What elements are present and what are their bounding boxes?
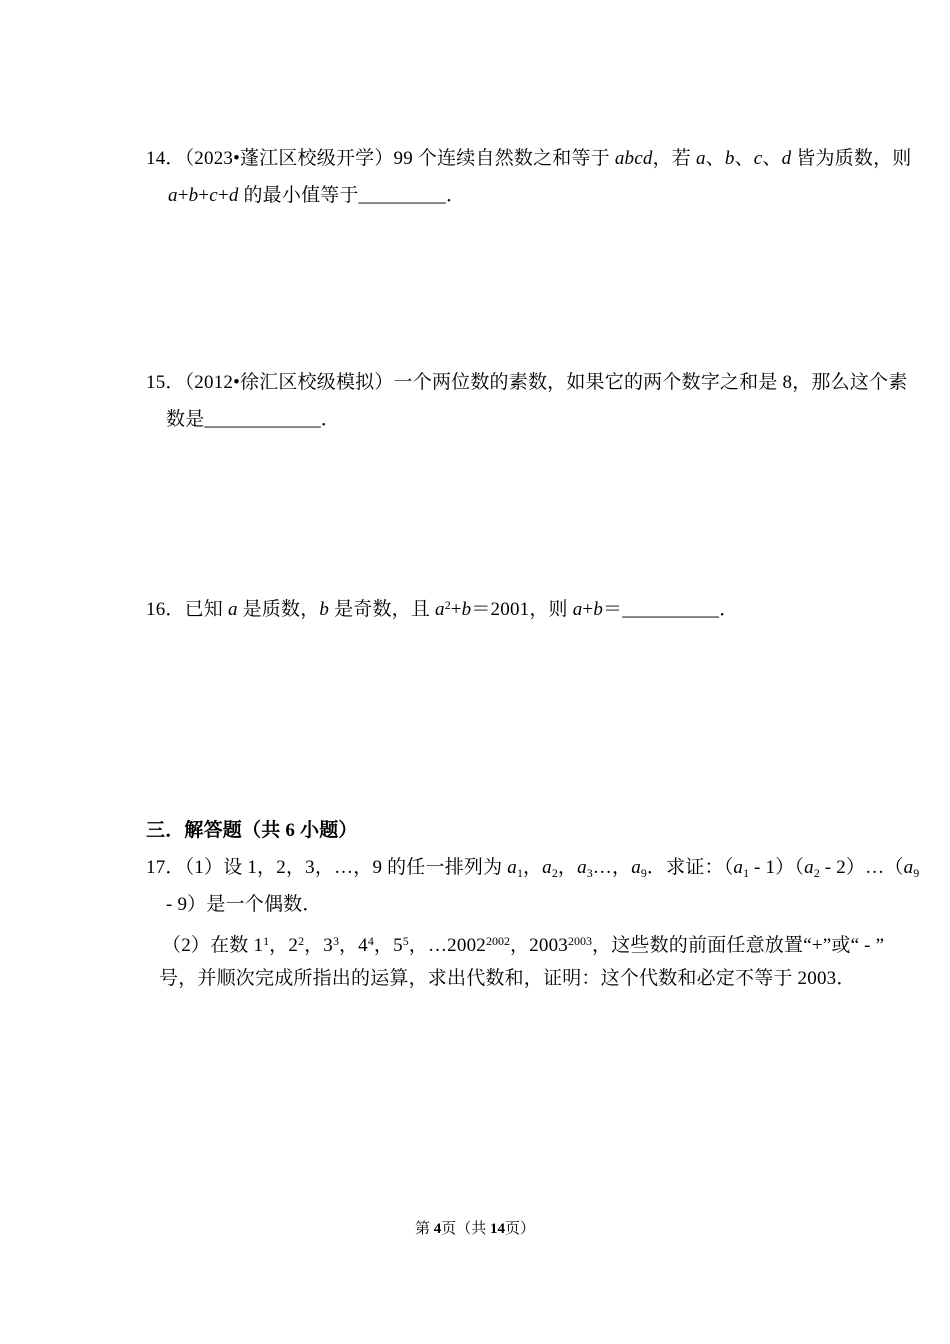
text-segment: a <box>168 185 178 206</box>
text-segment: 号，并顺次完成所指出的运算，求出代数和，证明：这个代数和必定不等于 2003． <box>159 968 856 989</box>
text-segment: 、 <box>762 148 782 169</box>
text-segment: ，…2002 <box>408 935 486 956</box>
text-segment: 、 <box>734 148 754 169</box>
text-line <box>146 849 920 886</box>
text-segment: ，这些数的前面任意放置“+”或“ - ” <box>592 935 885 956</box>
text-segment: ，3 <box>304 935 333 956</box>
text-segment: 是质数， <box>237 599 320 620</box>
text-segment: b <box>724 148 735 169</box>
text-segment: a <box>542 857 552 878</box>
text-segment: b <box>188 185 199 206</box>
text-segment: d <box>781 148 792 169</box>
text-line <box>146 812 836 849</box>
text-segment: ＝2001，则 <box>471 599 573 620</box>
text-segment: 是奇数，且 <box>329 599 436 620</box>
text-segment: 3 <box>332 934 339 948</box>
text-segment: a <box>631 857 641 878</box>
text-segment: a <box>733 857 744 878</box>
text-segment: b <box>319 599 330 620</box>
text-segment: ，2003 <box>509 935 568 956</box>
text-segment: c <box>209 185 218 206</box>
text-segment: （2）在数 1 <box>162 935 264 956</box>
text-segment: + <box>198 185 210 206</box>
text-segment: 2 <box>444 598 451 612</box>
text-line <box>146 923 885 960</box>
text-segment: 16．已知 <box>146 599 228 620</box>
text-segment: ，2 <box>269 935 299 956</box>
text-segment: 3 <box>586 866 593 880</box>
text-segment: + <box>177 185 189 206</box>
text-segment: 、 <box>705 148 725 169</box>
text-segment: 三．解答题（共 6 小题） <box>146 820 358 841</box>
text-segment: ， <box>522 857 543 878</box>
text-segment: 页（共 <box>441 1221 490 1237</box>
text-segment: ， <box>557 857 578 878</box>
text-line <box>146 364 908 401</box>
text-segment: ＝__________． <box>603 599 739 620</box>
text-segment: 的最小值等于_________． <box>238 185 466 206</box>
text-segment: 2 <box>551 866 558 880</box>
text-segment: 数是____________． <box>166 409 341 430</box>
text-segment: 页） <box>505 1221 536 1237</box>
text-segment: - 9）是一个偶数． <box>166 894 322 915</box>
text-line <box>146 886 836 923</box>
text-segment: 第 <box>414 1221 434 1237</box>
text-segment: 1 <box>743 866 750 880</box>
text-segment: 14．（2023•蓬江区校级开学）99 个连续自然数之和等于 <box>146 148 615 169</box>
text-segment: 14 <box>490 1221 505 1237</box>
text-line <box>146 960 856 997</box>
text-segment: + <box>217 185 229 206</box>
text-line <box>0 1218 950 1240</box>
text-segment: c <box>753 148 763 169</box>
text-segment: 2 <box>813 866 820 880</box>
text-segment: b <box>593 599 604 620</box>
text-segment: 2 <box>298 934 305 948</box>
text-segment: 9 <box>913 866 920 880</box>
text-segment: ，5 <box>373 935 403 956</box>
text-segment: + <box>582 599 594 620</box>
question-16 <box>146 587 836 624</box>
text-segment: a <box>577 857 587 878</box>
text-line <box>146 177 836 214</box>
text-segment: a <box>804 857 814 878</box>
text-segment: b <box>461 599 472 620</box>
text-segment: ．求证：（ <box>646 857 734 878</box>
text-segment: a <box>227 599 238 620</box>
text-segment: 1 <box>263 934 270 948</box>
text-line <box>146 401 836 438</box>
text-line <box>146 140 912 177</box>
text-segment: 4 <box>367 934 374 948</box>
text-segment: + <box>450 599 462 620</box>
text-segment: 4 <box>433 1221 442 1237</box>
text-segment: a <box>695 148 706 169</box>
text-segment: a <box>507 857 517 878</box>
text-segment: 17．（1）设 1，2，3，…，9 的任一排列为 <box>146 857 508 878</box>
text-segment: abcd <box>614 148 653 169</box>
text-segment: 皆为质数，则 <box>791 148 912 169</box>
text-segment: 1 <box>516 866 523 880</box>
page-footer <box>0 1218 950 1240</box>
section-heading-answer-questions <box>146 812 836 849</box>
text-segment: d <box>228 185 239 206</box>
text-segment: a <box>435 599 445 620</box>
text-segment: 2002 <box>485 934 510 948</box>
text-segment: 9 <box>640 866 647 880</box>
text-segment: …， <box>592 857 632 878</box>
text-line <box>146 587 836 624</box>
text-segment: 15．（2012•徐汇区校级模拟）一个两位数的素数，如果它的两个数字之和是 8，那么这个素 <box>146 372 908 393</box>
text-segment: ，若 <box>652 148 696 169</box>
text-segment: 5 <box>402 934 409 948</box>
question-17 <box>146 849 920 997</box>
text-segment: ，4 <box>338 935 368 956</box>
text-segment: - 2）…（ <box>819 857 904 878</box>
question-14 <box>146 140 912 214</box>
text-segment: a <box>903 857 914 878</box>
text-segment: 2003 <box>568 934 592 948</box>
text-segment: - 1）（ <box>749 857 805 878</box>
text-segment: a <box>572 599 583 620</box>
question-15 <box>146 364 908 438</box>
